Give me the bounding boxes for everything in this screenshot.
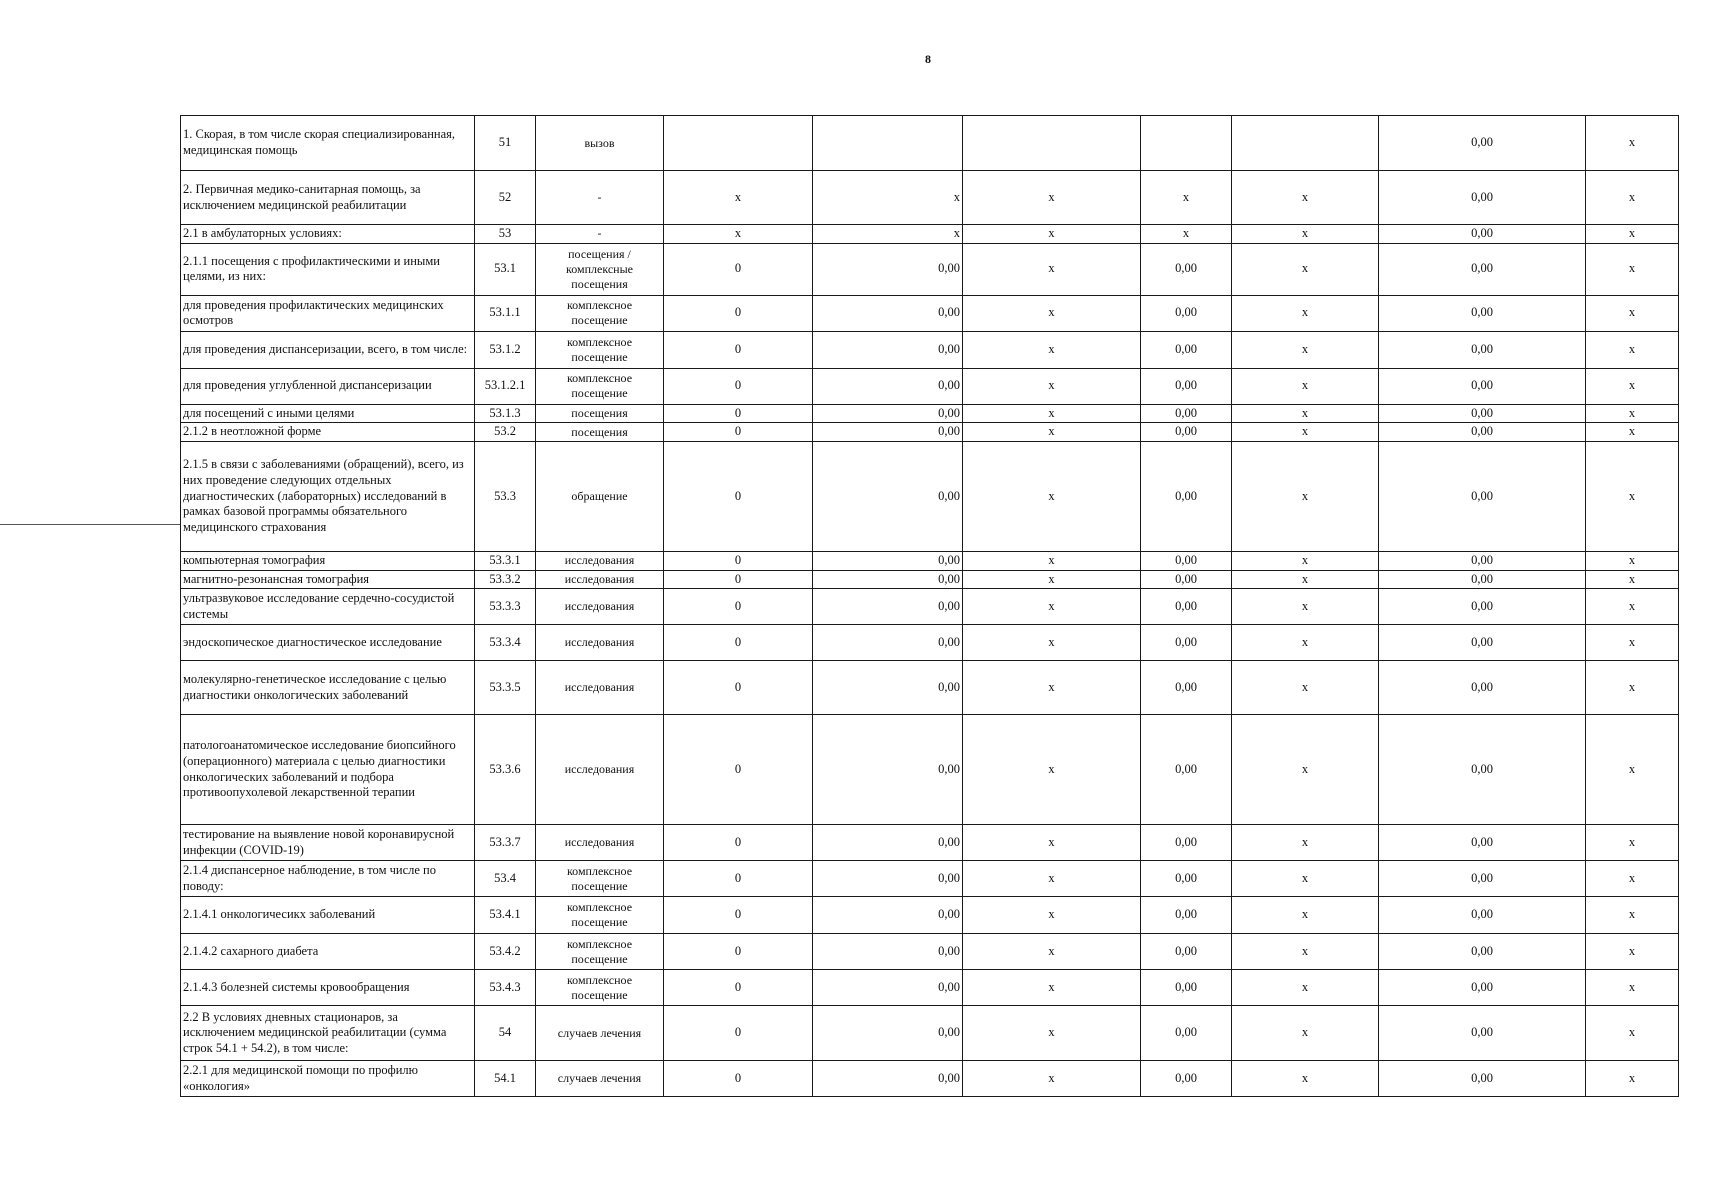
row-value-6-cell: 0,00 [1379,404,1586,423]
table-row [181,934,1679,970]
row-value-2-cell: 0,00 [813,625,963,661]
row-value-4-cell: 0,00 [1141,404,1232,423]
row-value-4-cell: x [1141,225,1232,244]
row-name-cell: для проведения углубленной диспансеризации [181,368,475,404]
row-code-cell: 53.4.3 [475,970,536,1006]
row-value-7-cell: x [1586,589,1679,625]
row-unit-cell: исследования [536,551,664,570]
row-unit-cell: случаев лечения [536,1006,664,1061]
row-name-cell: 2.1.4.3 болезней системы кровообращения [181,970,475,1006]
row-name-cell: молекулярно-генетическое исследование с целью диагностики онкологических заболеваний [181,661,475,715]
row-value-3-cell: x [963,441,1141,551]
row-value-7-cell: x [1586,243,1679,295]
row-value-1-cell: 0 [664,295,813,331]
table-row [181,404,1679,423]
row-value-3-cell: x [963,661,1141,715]
row-value-4-cell: x [1141,171,1232,225]
row-value-4-cell: 0,00 [1141,243,1232,295]
row-value-6-cell: 0,00 [1379,970,1586,1006]
row-value-5-cell: x [1232,825,1379,861]
row-name-cell: 2.2 В условиях дневных стационаров, за исключением медицинской реабилитации (сумма строк 54.1 + 54.2), в том числе: [181,1006,475,1061]
row-name-cell: тестирование на выявление новой коронавирусной инфекции (COVID-19) [181,825,475,861]
row-value-6-cell: 0,00 [1379,423,1586,442]
row-value-2-cell: 0,00 [813,970,963,1006]
row-value-6-cell: 0,00 [1379,589,1586,625]
row-name-cell: для проведения диспансеризации, всего, в том числе: [181,331,475,368]
row-value-4-cell: 0,00 [1141,897,1232,934]
row-value-2-cell: x [813,171,963,225]
row-value-2-cell: 0,00 [813,368,963,404]
row-unit-cell: посещения [536,423,664,442]
row-code-cell: 53.4 [475,861,536,897]
row-value-2-cell: 0,00 [813,331,963,368]
row-value-5-cell: x [1232,934,1379,970]
row-value-6-cell: 0,00 [1379,1061,1586,1097]
row-value-4-cell: 0,00 [1141,441,1232,551]
row-value-5-cell: x [1232,1061,1379,1097]
row-unit-cell: исследования [536,625,664,661]
table-row [181,825,1679,861]
row-value-1-cell: 0 [664,1006,813,1061]
row-code-cell: 53 [475,225,536,244]
row-unit-cell: комплексное посещение [536,331,664,368]
row-value-5-cell: x [1232,368,1379,404]
row-value-5-cell: x [1232,861,1379,897]
row-name-cell: для посещений с иными целями [181,404,475,423]
row-value-7-cell: x [1586,171,1679,225]
row-value-2-cell: 0,00 [813,1061,963,1097]
row-value-6-cell: 0,00 [1379,116,1586,171]
row-value-2-cell: 0,00 [813,861,963,897]
row-value-1-cell: 0 [664,441,813,551]
row-unit-cell: исследования [536,715,664,825]
row-value-6-cell: 0,00 [1379,625,1586,661]
row-value-1-cell: 0 [664,243,813,295]
row-name-cell: эндоскопическое диагностическое исследование [181,625,475,661]
row-value-5-cell [1232,116,1379,171]
row-value-7-cell: x [1586,970,1679,1006]
row-unit-cell: случаев лечения [536,1061,664,1097]
row-unit-cell: комплексное посещение [536,861,664,897]
row-value-1-cell: 0 [664,625,813,661]
row-value-1-cell: x [664,225,813,244]
row-value-3-cell: x [963,243,1141,295]
row-value-6-cell: 0,00 [1379,934,1586,970]
row-value-3-cell: x [963,368,1141,404]
row-value-6-cell: 0,00 [1379,825,1586,861]
row-value-4-cell [1141,116,1232,171]
row-value-4-cell: 0,00 [1141,551,1232,570]
row-value-3-cell: x [963,625,1141,661]
row-value-3-cell: x [963,825,1141,861]
row-value-1-cell: 0 [664,404,813,423]
row-value-7-cell: x [1586,404,1679,423]
row-value-5-cell: x [1232,441,1379,551]
row-unit-cell: комплексное посещение [536,970,664,1006]
table-row [181,589,1679,625]
row-unit-cell: исследования [536,825,664,861]
row-name-cell: 2.1.4.2 сахарного диабета [181,934,475,970]
row-value-7-cell: x [1586,1006,1679,1061]
row-value-5-cell: x [1232,589,1379,625]
row-value-4-cell: 0,00 [1141,423,1232,442]
row-value-4-cell: 0,00 [1141,1061,1232,1097]
row-value-7-cell: x [1586,570,1679,589]
row-value-3-cell: x [963,715,1141,825]
row-name-cell: магнитно-резонансная томография [181,570,475,589]
row-code-cell: 53.3.5 [475,661,536,715]
row-value-7-cell: x [1586,661,1679,715]
row-code-cell: 53.3.3 [475,589,536,625]
row-value-2-cell: 0,00 [813,934,963,970]
row-value-3-cell: x [963,570,1141,589]
row-value-6-cell: 0,00 [1379,441,1586,551]
row-value-1-cell: 0 [664,368,813,404]
table-row [181,897,1679,934]
row-value-2-cell: 0,00 [813,243,963,295]
row-value-4-cell: 0,00 [1141,861,1232,897]
table-row [181,970,1679,1006]
row-value-1-cell: 0 [664,934,813,970]
row-value-5-cell: x [1232,423,1379,442]
row-name-cell: компьютерная томография [181,551,475,570]
row-value-2-cell: x [813,225,963,244]
row-value-6-cell: 0,00 [1379,368,1586,404]
row-value-7-cell: x [1586,1061,1679,1097]
row-unit-cell: комплексное посещение [536,368,664,404]
row-value-1-cell: 0 [664,331,813,368]
row-value-1-cell: 0 [664,589,813,625]
row-value-1-cell: 0 [664,825,813,861]
row-code-cell: 53.3 [475,441,536,551]
row-code-cell: 53.1.2 [475,331,536,368]
row-name-cell: для проведения профилактических медицинских осмотров [181,295,475,331]
row-value-4-cell: 0,00 [1141,825,1232,861]
row-code-cell: 52 [475,171,536,225]
row-value-2-cell: 0,00 [813,551,963,570]
row-value-7-cell: x [1586,295,1679,331]
row-value-7-cell: x [1586,441,1679,551]
row-value-5-cell: x [1232,225,1379,244]
row-value-4-cell: 0,00 [1141,661,1232,715]
row-value-6-cell: 0,00 [1379,171,1586,225]
row-value-3-cell: x [963,295,1141,331]
row-value-5-cell: x [1232,295,1379,331]
table-row [181,331,1679,368]
row-value-6-cell: 0,00 [1379,331,1586,368]
row-value-7-cell: x [1586,116,1679,171]
row-value-1-cell: x [664,171,813,225]
row-value-2-cell: 0,00 [813,589,963,625]
row-value-1-cell: 0 [664,551,813,570]
row-value-6-cell: 0,00 [1379,570,1586,589]
row-name-cell: 2.1.1 посещения с профилактическими и иными целями, из них: [181,243,475,295]
row-value-3-cell: x [963,423,1141,442]
table-row [181,423,1679,442]
row-value-5-cell: x [1232,897,1379,934]
row-unit-cell: - [536,225,664,244]
row-value-2-cell: 0,00 [813,404,963,423]
row-value-5-cell: x [1232,404,1379,423]
row-value-3-cell: x [963,897,1141,934]
row-value-4-cell: 0,00 [1141,331,1232,368]
table-row [181,551,1679,570]
row-code-cell: 53.3.1 [475,551,536,570]
row-value-7-cell: x [1586,934,1679,970]
row-value-1-cell: 0 [664,861,813,897]
row-unit-cell: - [536,171,664,225]
row-value-3-cell: x [963,551,1141,570]
row-unit-cell: комплексное посещение [536,295,664,331]
row-value-5-cell: x [1232,715,1379,825]
row-value-2-cell: 0,00 [813,295,963,331]
row-code-cell: 53.4.2 [475,934,536,970]
row-name-cell: 2.1.4.1 онкологичесикх заболеваний [181,897,475,934]
row-value-1-cell: 0 [664,715,813,825]
row-unit-cell: исследования [536,570,664,589]
row-value-3-cell [963,116,1141,171]
row-code-cell: 53.4.1 [475,897,536,934]
row-code-cell: 53.2 [475,423,536,442]
row-value-6-cell: 0,00 [1379,225,1586,244]
row-value-6-cell: 0,00 [1379,715,1586,825]
row-value-2-cell: 0,00 [813,897,963,934]
row-value-3-cell: x [963,589,1141,625]
row-value-5-cell: x [1232,570,1379,589]
row-code-cell: 53.3.2 [475,570,536,589]
row-name-cell: ультразвуковое исследование сердечно-сосудистой системы [181,589,475,625]
row-name-cell: 2.1.4 диспансерное наблюдение, в том числе по поводу: [181,861,475,897]
row-code-cell: 53.1.1 [475,295,536,331]
row-value-2-cell: 0,00 [813,423,963,442]
row-code-cell: 51 [475,116,536,171]
page-number: 8 [925,52,931,66]
row-value-1-cell: 0 [664,970,813,1006]
row-value-7-cell: x [1586,368,1679,404]
row-code-cell: 54 [475,1006,536,1061]
row-value-1-cell: 0 [664,1061,813,1097]
row-value-6-cell: 0,00 [1379,897,1586,934]
row-name-cell: 2.2.1 для медицинской помощи по профилю «онкология» [181,1061,475,1097]
row-name-cell: 2.1 в амбулаторных условиях: [181,225,475,244]
row-value-4-cell: 0,00 [1141,589,1232,625]
row-code-cell: 54.1 [475,1061,536,1097]
row-value-5-cell: x [1232,243,1379,295]
table-row [181,1061,1679,1097]
table-row [181,861,1679,897]
row-value-7-cell: x [1586,551,1679,570]
row-value-4-cell: 0,00 [1141,715,1232,825]
row-value-4-cell: 0,00 [1141,570,1232,589]
row-value-6-cell: 0,00 [1379,551,1586,570]
row-value-5-cell: x [1232,661,1379,715]
row-value-7-cell: x [1586,861,1679,897]
row-value-5-cell: x [1232,1006,1379,1061]
row-value-7-cell: x [1586,423,1679,442]
row-value-1-cell: 0 [664,570,813,589]
row-value-2-cell: 0,00 [813,441,963,551]
row-value-5-cell: x [1232,625,1379,661]
table-row [181,625,1679,661]
row-value-3-cell: x [963,171,1141,225]
row-code-cell: 53.3.6 [475,715,536,825]
row-unit-cell: исследования [536,589,664,625]
row-name-cell: 2.1.5 в связи с заболеваниями (обращений), всего, из них проведение следующих отдельных диагностических (лабораторных) исследований в рамках базовой программы обязательного медицинского страхования [181,441,475,551]
table-row [181,570,1679,589]
row-value-1-cell [664,116,813,171]
row-unit-cell: посещения [536,404,664,423]
table-row [181,171,1679,225]
row-name-cell: 2. Первичная медико-санитарная помощь, за исключением медицинской реабилитации [181,171,475,225]
row-value-1-cell: 0 [664,423,813,442]
row-value-7-cell: x [1586,715,1679,825]
table-row [181,225,1679,244]
row-value-5-cell: x [1232,551,1379,570]
row-value-3-cell: x [963,1006,1141,1061]
row-value-1-cell: 0 [664,661,813,715]
row-value-3-cell: x [963,970,1141,1006]
row-value-4-cell: 0,00 [1141,368,1232,404]
row-unit-cell: посещения / комплексные посещения [536,243,664,295]
row-value-3-cell: x [963,934,1141,970]
row-value-6-cell: 0,00 [1379,661,1586,715]
scan-artifact-line [0,524,180,525]
table-row [181,1006,1679,1061]
row-unit-cell: обращение [536,441,664,551]
row-name-cell: 1. Скорая, в том числе скорая специализированная, медицинская помощь [181,116,475,171]
row-value-7-cell: x [1586,625,1679,661]
row-value-4-cell: 0,00 [1141,1006,1232,1061]
row-value-2-cell: 0,00 [813,570,963,589]
row-value-3-cell: x [963,225,1141,244]
row-value-6-cell: 0,00 [1379,861,1586,897]
row-name-cell: 2.1.2 в неотложной форме [181,423,475,442]
row-value-3-cell: x [963,404,1141,423]
row-value-2-cell: 0,00 [813,661,963,715]
row-value-3-cell: x [963,1061,1141,1097]
table-row [181,715,1679,825]
row-code-cell: 53.3.7 [475,825,536,861]
row-unit-cell: комплексное посещение [536,897,664,934]
row-unit-cell: исследования [536,661,664,715]
row-value-4-cell: 0,00 [1141,934,1232,970]
row-code-cell: 53.1.3 [475,404,536,423]
row-value-3-cell: x [963,861,1141,897]
row-value-3-cell: x [963,331,1141,368]
row-value-4-cell: 0,00 [1141,970,1232,1006]
table-row [181,661,1679,715]
data-table [180,115,1679,1097]
row-value-2-cell: 0,00 [813,825,963,861]
row-unit-cell: комплексное посещение [536,934,664,970]
row-value-7-cell: x [1586,225,1679,244]
table-row [181,295,1679,331]
row-value-2-cell: 0,00 [813,715,963,825]
row-value-7-cell: x [1586,897,1679,934]
row-code-cell: 53.3.4 [475,625,536,661]
row-value-5-cell: x [1232,171,1379,225]
row-value-5-cell: x [1232,970,1379,1006]
row-value-6-cell: 0,00 [1379,243,1586,295]
row-value-4-cell: 0,00 [1141,625,1232,661]
row-value-7-cell: x [1586,825,1679,861]
row-value-5-cell: x [1232,331,1379,368]
row-value-6-cell: 0,00 [1379,1006,1586,1061]
row-value-2-cell [813,116,963,171]
table-row [181,441,1679,551]
row-value-2-cell: 0,00 [813,1006,963,1061]
row-value-6-cell: 0,00 [1379,295,1586,331]
row-value-4-cell: 0,00 [1141,295,1232,331]
row-code-cell: 53.1.2.1 [475,368,536,404]
row-value-1-cell: 0 [664,897,813,934]
row-unit-cell: вызов [536,116,664,171]
row-value-7-cell: x [1586,331,1679,368]
table-row [181,116,1679,171]
table-row [181,243,1679,295]
table-row [181,368,1679,404]
row-name-cell: патологоанатомическое исследование биопсийного (операционного) материала с целью диагностики онкологических заболеваний и подбора противоопухолевой лекарственной терапии [181,715,475,825]
row-code-cell: 53.1 [475,243,536,295]
